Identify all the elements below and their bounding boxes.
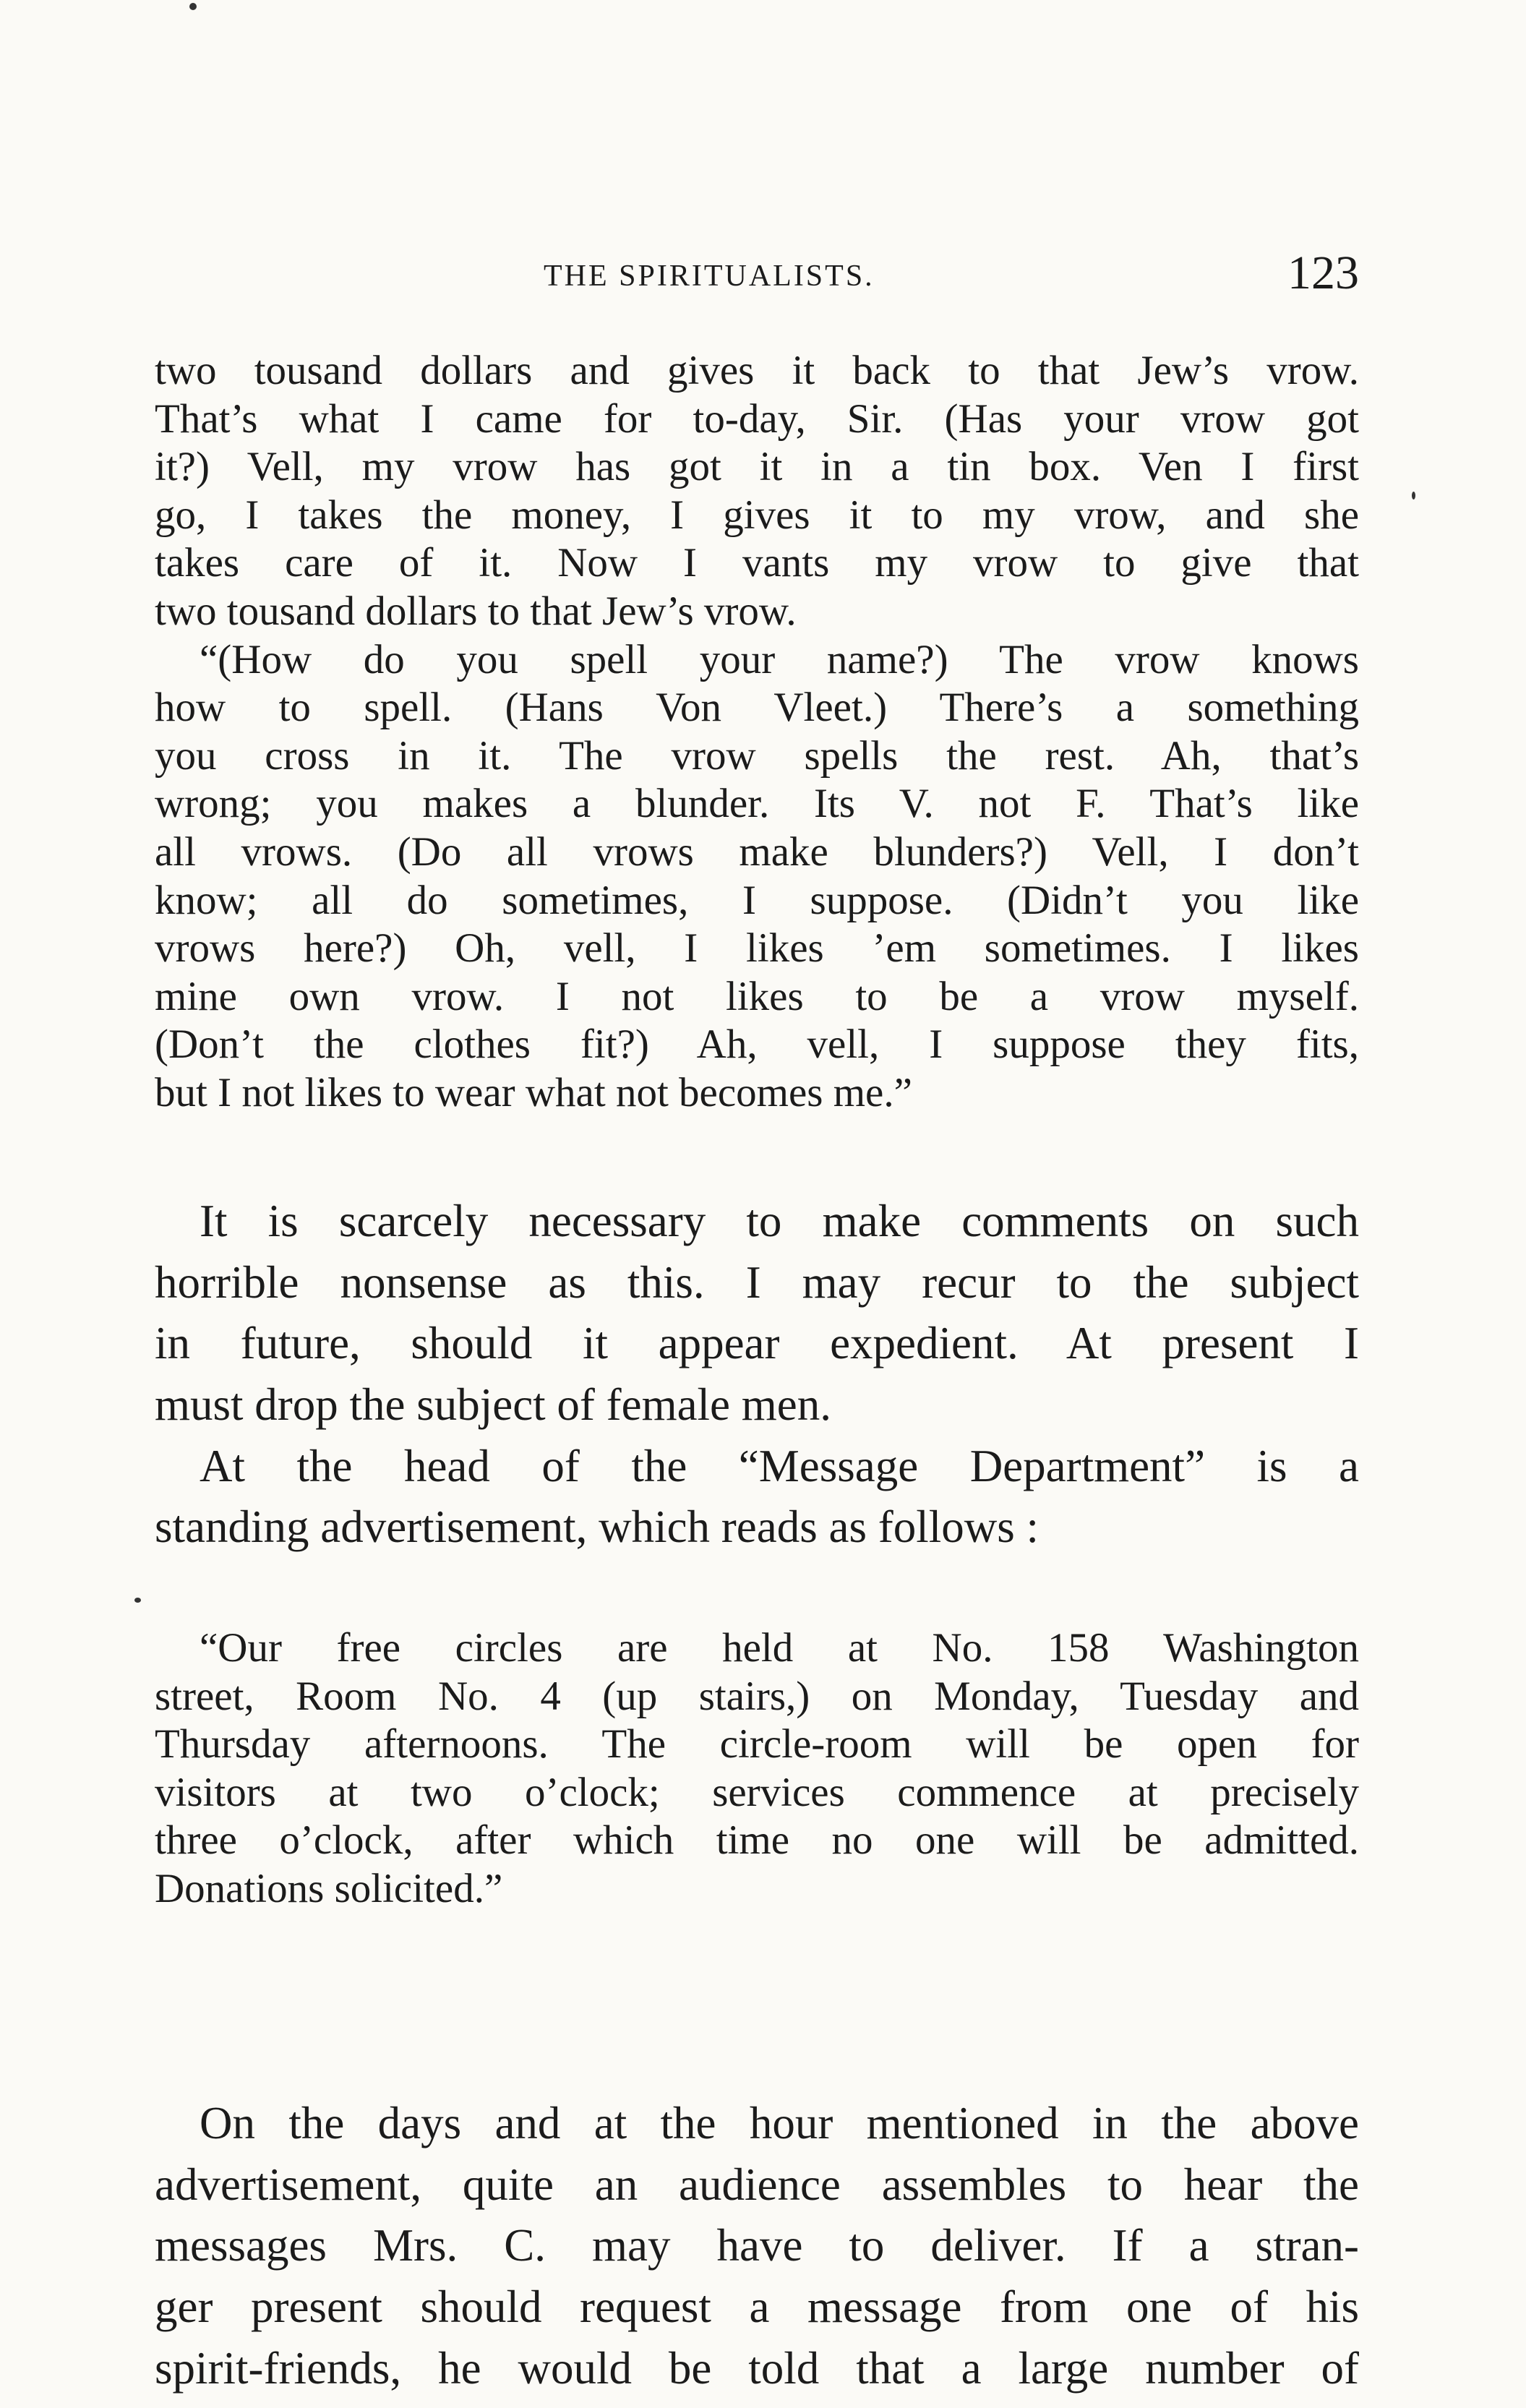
text-line: advertisement, quite an audience assembles to hear the: [155, 2159, 1359, 2210]
text-line: ger present should request a message from one of his: [155, 2281, 1359, 2333]
text-line: three o’clock, after which time no one will be admitted.: [155, 1817, 1359, 1864]
scan-speck: [1412, 492, 1415, 500]
text-line: On the days and at the hour mentioned in the above: [200, 2098, 1359, 2148]
text-line: but I not likes to wear what not becomes me.”: [155, 1069, 912, 1115]
text-line: know; all do sometimes, I suppose. (Didn’t you like: [155, 877, 1359, 923]
text-line: It is scarcely necessary to make comments on such: [200, 1196, 1359, 1246]
text-line: “(How do you spell your name?) The vrow knows: [200, 636, 1359, 682]
text-line: horrible nonsense as this. I may recur to the subject: [155, 1256, 1359, 1308]
text-line: go, I takes the money, I gives it to my vrow, and she: [155, 492, 1359, 538]
quoted-message-text: [155, 347, 1359, 1118]
text-line: you cross in it. The vrow spells the rest. Ah, that’s: [155, 732, 1359, 779]
scan-speck: [134, 1598, 141, 1603]
page-header: [155, 246, 1359, 304]
text-line: Donations solicited.”: [155, 1865, 503, 1911]
text-line: Thursday afternoons. The circle-room will be open for: [155, 1721, 1359, 1768]
text-line: two tousand dollars to that Jew’s vrow.: [155, 588, 797, 634]
running-head: THE SPIRITUALISTS.: [544, 260, 875, 293]
text-line: mine own vrow. I not likes to be a vrow myself.: [155, 973, 1359, 1019]
text-line: (Don’t the clothes fit?) Ah, vell, I suppose they fits,: [155, 1021, 1359, 1068]
text-line: messages Mrs. C. may have to deliver. If a stran-: [155, 2220, 1359, 2271]
page-number: 123: [1287, 247, 1359, 299]
text-line: wrong; you makes a blunder. Its V. not F. That’s like: [155, 781, 1359, 827]
scan-speck: [189, 3, 197, 10]
text-line: takes care of it. Now I vants my vrow to give that: [155, 540, 1359, 586]
text-line: That’s what I came for to-day, Sir. (Has your vrow got: [155, 395, 1359, 442]
text-line: At the head of the “Message Department” is a: [200, 1440, 1359, 1491]
quoted-advertisement: [155, 1624, 1359, 1914]
text-line: all vrows. (Do all vrows make blunders?) Vell, I don’t: [155, 828, 1359, 875]
text-line: “Our free circles are held at No. 158 Washington: [200, 1625, 1359, 1671]
text-line: must drop the subject of female men.: [155, 1379, 831, 1431]
body-paragraph: [155, 2093, 1359, 2399]
text-line: in future, should it appear expedient. At present I: [155, 1318, 1359, 1369]
text-line: visitors at two o’clock; services commence at precisely: [155, 1769, 1359, 1815]
text-line: street, Room No. 4 (up stairs,) on Monday, Tuesday and: [155, 1673, 1359, 1719]
text-line: spirit-friends, he would be told that a large number of: [155, 2342, 1359, 2394]
text-line: standing advertisement, which reads as follows :: [155, 1501, 1039, 1553]
body-paragraph: [155, 1191, 1359, 1558]
text-line: how to spell. (Hans Von Vleet.) There’s a something: [155, 685, 1359, 731]
text-line: vrows here?) Oh, vell, I likes ’em sometimes. I likes: [155, 925, 1359, 972]
text-line: it?) Vell, my vrow has got it in a tin box. Ven I first: [155, 444, 1359, 490]
text-line: two tousand dollars and gives it back to that Jew’s vrow.: [155, 348, 1359, 393]
